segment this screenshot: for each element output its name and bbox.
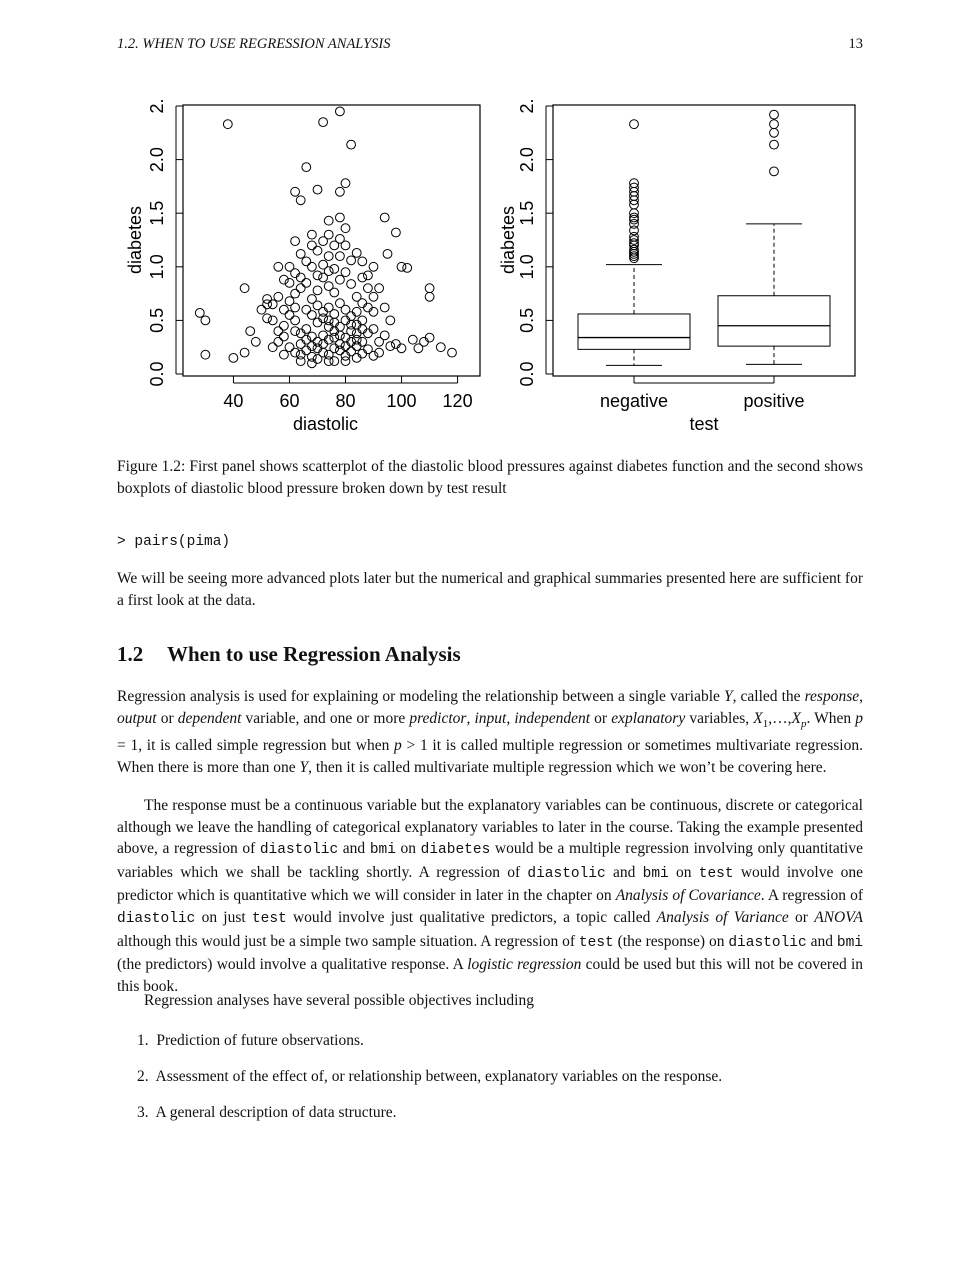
data-point: [324, 267, 333, 276]
outlier-point: [770, 120, 779, 129]
data-point: [358, 337, 367, 346]
data-point: [330, 318, 339, 327]
data-point: [369, 292, 378, 301]
y-tick-label: 1.0: [147, 254, 167, 280]
data-point: [291, 327, 300, 336]
data-point: [358, 349, 367, 358]
data-point: [201, 316, 210, 325]
data-point: [369, 325, 378, 334]
data-point: [375, 284, 384, 293]
data-point: [364, 329, 373, 338]
data-point: [397, 262, 406, 271]
data-point: [330, 265, 339, 274]
data-point: [296, 273, 305, 282]
data-point: [291, 316, 300, 325]
data-point: [229, 354, 238, 363]
data-point: [336, 346, 345, 355]
data-point: [347, 280, 356, 289]
data-point: [341, 268, 350, 277]
data-point: [319, 331, 328, 340]
data-point: [369, 262, 378, 271]
data-point: [380, 331, 389, 340]
data-point: [341, 316, 350, 325]
figure-caption: Figure 1.2: First panel shows scatterplot of the diastolic blood pressures against diabetes function and the second shows boxplots of diastolic blood pressure broken down by test result: [117, 458, 863, 497]
data-point: [302, 257, 311, 266]
data-point: [364, 303, 373, 312]
data-point: [330, 333, 339, 342]
data-point: [296, 196, 305, 205]
data-point: [285, 343, 294, 352]
y-tick-label: 0.5: [147, 307, 167, 333]
data-point: [302, 305, 311, 314]
data-point: [274, 262, 283, 271]
data-point: [296, 284, 305, 293]
scatter-plot: [0, 0, 979, 450]
data-point: [336, 252, 345, 261]
data-point: [319, 237, 328, 246]
section-number: 1.2: [117, 642, 144, 666]
outlier-point: [770, 167, 779, 176]
data-point: [268, 316, 277, 325]
data-point: [296, 357, 305, 366]
data-point: [352, 249, 361, 258]
data-point: [341, 357, 350, 366]
data-point: [251, 337, 260, 346]
paragraph-objectives: Regression analyses have several possible objectives including: [144, 992, 534, 1009]
data-point: [324, 335, 333, 344]
data-point: [336, 235, 345, 244]
data-point: [313, 344, 322, 353]
data-point: [347, 320, 356, 329]
data-point: [324, 357, 333, 366]
code-line: > pairs(pima): [117, 534, 231, 550]
data-point: [291, 269, 300, 278]
paragraph-summary: We will be seeing more advanced plots later but the numerical and graphical summaries presented here are sufficient for a first look at the data.: [117, 570, 863, 609]
plot-frame: [183, 105, 480, 376]
data-point: [291, 303, 300, 312]
data-point: [352, 354, 361, 363]
data-point: [291, 348, 300, 357]
data-point: [341, 224, 350, 233]
data-point: [386, 342, 395, 351]
data-point: [308, 241, 317, 250]
outlier-point: [770, 140, 779, 149]
section-title: When to use Regression Analysis: [167, 642, 461, 666]
y-tick-label: 0.0: [517, 361, 537, 387]
data-point: [403, 264, 412, 273]
data-point: [308, 262, 317, 271]
data-point: [347, 256, 356, 265]
data-point: [347, 312, 356, 321]
plot-frame: [553, 105, 855, 376]
data-point: [308, 342, 317, 351]
outlier-point: [770, 128, 779, 137]
y-tick-label: 1.0: [517, 254, 537, 280]
data-point: [302, 279, 311, 288]
y-tick-label: 2.0: [517, 147, 537, 173]
data-point: [280, 332, 289, 341]
data-point: [296, 340, 305, 349]
data-point: [341, 342, 350, 351]
x-tick-label: 100: [386, 391, 417, 411]
data-point: [364, 284, 373, 293]
data-point: [296, 250, 305, 259]
data-point: [291, 237, 300, 246]
section-heading: [117, 642, 461, 667]
y-tick-label: 1.5: [517, 200, 537, 226]
data-point: [319, 340, 328, 349]
box-iqr: [718, 296, 830, 346]
data-point: [369, 307, 378, 316]
y-tick-label: 0.0: [147, 361, 167, 387]
data-point: [313, 286, 322, 295]
y-tick-label: 2.: [517, 98, 537, 114]
x-tick-label: positive: [743, 391, 805, 411]
data-point: [274, 337, 283, 346]
data-point: [201, 350, 210, 359]
page-number: 13: [848, 36, 863, 52]
data-point: [223, 120, 232, 129]
data-point: [268, 300, 277, 309]
data-point: [358, 273, 367, 282]
data-point: [330, 344, 339, 353]
paragraph-definition: Regression analysis is used for explaining or modeling the relationship between a single variable Y, called the response, output or dependent variable, and one or more predictor, input, independent or explanatory variables, $X_1,\dots,X_p$. When p = 1, it is called simple regression but when p > 1 it is called multiple regression or sometimes multivariate regression. When there is more than one Y, then it is called multivariate multiple regression which we won’t be covering here.: [117, 688, 864, 776]
data-point: [291, 187, 300, 196]
x-axis-label: diastolic: [292, 414, 359, 434]
data-point: [313, 271, 322, 280]
data-point: [308, 230, 317, 239]
data-point: [425, 292, 434, 301]
data-point: [308, 359, 317, 368]
data-point: [313, 246, 322, 255]
data-point: [408, 335, 417, 344]
data-point: [274, 292, 283, 301]
data-point: [195, 309, 204, 318]
data-point: [392, 340, 401, 349]
data-point: [392, 228, 401, 237]
data-point: [280, 305, 289, 314]
data-point: [436, 343, 445, 352]
x-tick-label: negative: [599, 391, 669, 411]
y-axis-label: diabetes: [125, 205, 145, 275]
running-title: 1.2. WHEN TO USE REGRESSION ANALYSIS: [117, 36, 391, 52]
data-point: [380, 213, 389, 222]
data-point: [319, 348, 328, 357]
data-point: [352, 342, 361, 351]
data-point: [257, 305, 266, 314]
data-point: [330, 288, 339, 297]
data-point: [319, 118, 328, 127]
x-tick-label: 80: [335, 391, 356, 411]
data-point: [341, 179, 350, 188]
data-point: [352, 307, 361, 316]
data-point: [263, 295, 272, 304]
data-point: [268, 343, 277, 352]
data-point: [364, 271, 373, 280]
list-item: 1. Prediction of future observations.: [137, 1032, 364, 1049]
data-point: [341, 351, 350, 360]
y-tick-label: 1.5: [147, 200, 167, 226]
data-point: [274, 327, 283, 336]
data-point: [358, 257, 367, 266]
data-point: [336, 331, 345, 340]
data-point: [291, 289, 300, 298]
data-point: [246, 327, 255, 336]
data-point: [347, 140, 356, 149]
data-point: [302, 325, 311, 334]
outlier-point: [770, 110, 779, 119]
data-point: [358, 316, 367, 325]
outlier-point: [630, 120, 639, 129]
data-point: [336, 213, 345, 222]
data-point: [240, 284, 249, 293]
data-point: [263, 314, 272, 323]
data-point: [324, 316, 333, 325]
data-point: [380, 303, 389, 312]
y-tick-label: 2.: [147, 98, 167, 114]
y-tick-label: 2.0: [147, 147, 167, 173]
data-point: [313, 185, 322, 194]
x-axis-label: test: [689, 414, 719, 434]
data-point: [308, 311, 317, 320]
data-point: [386, 316, 395, 325]
x-tick-label: 40: [223, 391, 244, 411]
data-point: [285, 311, 294, 320]
box-iqr: [578, 314, 690, 349]
data-point: [280, 321, 289, 330]
y-tick-label: 0.5: [517, 307, 537, 333]
data-point: [358, 325, 367, 334]
paragraph-response: The response must be a continuous variable but the explanatory variables can be continuous, discrete or categorical although we leave the handling of categorical explanatory variables to later in the course. Taking the example presented above, a regression of diastolic and bmi on diabetes would be a multiple regression involving only quantitative variables which we shall be tackling shortly. A regression of diastolic and bmi on test would involve one predictor which is quantitative which we will consider in later in the chapter on Analysis of Covariance. A regression of diastolic on just test would involve just qualitative predictors, a topic called Analysis of Variance or ANOVA although this would just be a simple two sample situation. A regression of test (the response) on diastolic and bmi (the predictors) would involve a qualitative response. A logistic regression could be used but this will not be covered in this book.: [117, 797, 863, 995]
data-point: [324, 216, 333, 225]
data-point: [383, 250, 392, 259]
data-point: [336, 275, 345, 284]
data-point: [414, 344, 423, 353]
x-tick-label: 60: [279, 391, 300, 411]
data-point: [358, 299, 367, 308]
data-point: [240, 348, 249, 357]
x-tick-label: 120: [442, 391, 473, 411]
list-item: 2. Assessment of the effect of, or relationship between, explanatory variables on the response.: [137, 1068, 723, 1085]
data-point: [448, 348, 457, 357]
y-axis-label: diabetes: [498, 205, 518, 275]
data-point: [324, 252, 333, 261]
list-item: 3. A general description of data structure.: [137, 1104, 397, 1121]
data-point: [336, 107, 345, 116]
data-point: [397, 344, 406, 353]
data-point: [302, 163, 311, 172]
data-point: [336, 187, 345, 196]
data-point: [425, 284, 434, 293]
data-point: [280, 350, 289, 359]
